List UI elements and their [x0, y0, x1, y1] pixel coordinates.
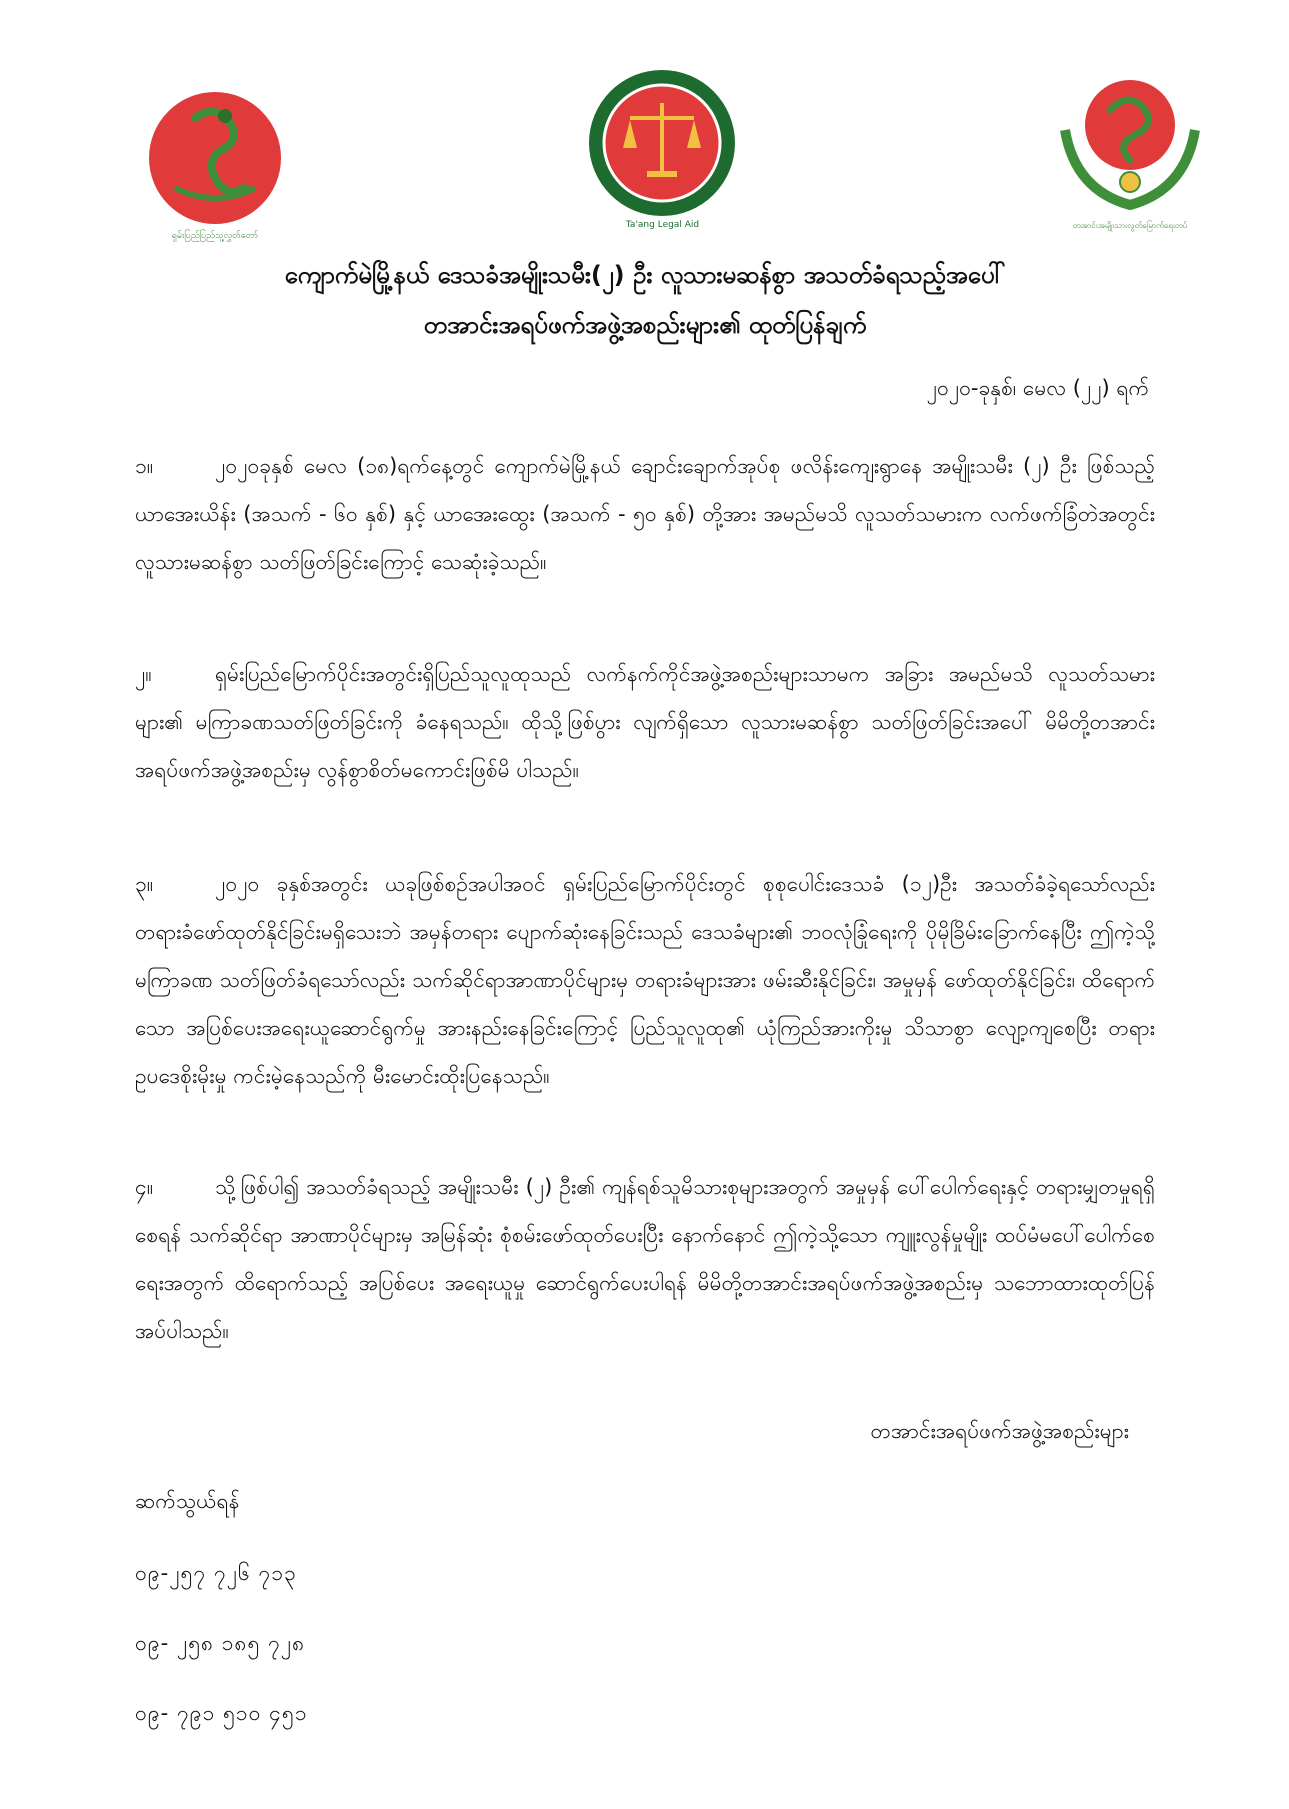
scales-of-justice-icon: [585, 68, 740, 218]
paragraph-text: ၂၀၂၀ခုနှစ် မေလ (၁၈)ရက်နေ့တွင် ကျောက်မဲမြို့နယ် ချောင်းချောက်အုပ်စု ဖလိန်းကျေးရွာနေ အမျိုးသမီး (၂) ဦး ဖြစ်သည့် ယာအေးယိန်း (အသက် - ၆၀ နှစ်) နှင့် ယာအေးထွေး (အသက် - ၅၀ နှစ်) တို့အား အမည်မသိ လူသတ်သမားက လက်ဖက်ခြံတဲအတွင်း လူသားမဆန်စွာ သတ်ဖြတ်ခြင်းကြောင့် သေဆုံးခဲ့သည်။: [135, 454, 1155, 574]
statement-title-line2: တအာင်းအရပ်ဖက်အဖွဲ့အစည်းများ၏ ထုတ်ပြန်ချက်: [423, 311, 867, 339]
paragraph-3: [135, 860, 1155, 1100]
paragraph-number: ၃။: [135, 872, 154, 896]
right-logo: [1050, 70, 1210, 232]
center-logo-ring-text: Ta'ang Legal Aid: [625, 220, 700, 230]
paragraph-4: [135, 1163, 1155, 1355]
right-logo-caption: တအာင်းအမျိုးသားလွတ်မြောက်ရေးတပ်: [1072, 221, 1188, 230]
contact-phone[interactable]: ၀၉-၂၅၇ ၇၂၆ ၇၁၃: [135, 1561, 297, 1585]
left-logo: [135, 88, 295, 243]
statement-title-line1: ကျောက်မဲမြို့နယ် ဒေသခံအမျိုးသမီး(၂) ဦး လူသားမဆန်စွာ အသတ်ခံရသည့်အပေါ်: [284, 261, 1006, 289]
statement-date: ၂၀၂၀-ခုနှစ်၊ မေလ (၂၂) ရက်: [926, 376, 1149, 400]
left-logo-caption: ရှမ်းပြည်ပြည်သူ့လွှတ်တော်: [171, 231, 259, 241]
paragraph-number: ၂။: [135, 662, 152, 686]
naga-emblem-icon: [135, 88, 295, 228]
paragraph-number: ၄။: [135, 1175, 154, 1199]
paragraph-1: [135, 442, 1155, 586]
naga-wreath-emblem-icon: [1050, 70, 1210, 220]
paragraph-text: သို့ဖြစ်ပါ၍ အသတ်ခံရသည့် အမျိုးသမီး (၂) ဦး၏ ကျန်ရစ်သူမိသားစုများအတွက် အမှုမှန် ပေါ်ပေါက်ရေးနှင့် တရားမျှတမှုရရှိစေရန် သက်ဆိုင်ရာ အာဏာပိုင်များမှ အမြန်ဆုံး စုံစမ်းဖော်ထုတ်ပေးပြီး နောက်နောင် ဤကဲ့သို့သော ကျူးလွန်မှုမျိုး ထပ်မံမပေါ်ပေါက်စေရေးအတွက် ထိရောက်သည့် အပြစ်ပေး အရေးယူမှု ဆောင်ရွက်ပေးပါရန် မိမိတို့တအာင်းအရပ်ဖက်အဖွဲ့အစည်းမှ သဘောထားထုတ်ပြန် အပ်ပါသည်။: [135, 1175, 1155, 1343]
contact-phone[interactable]: ၀၉- ၂၅၈ ၁၈၅ ၇၂၈: [135, 1631, 306, 1655]
paragraph-text: ၂၀၂၀ ခုနှစ်အတွင်း ယခုဖြစ်စဉ်အပါအဝင် ရှမ်းပြည်မြောက်ပိုင်းတွင် စုစုပေါင်းဒေသခံ (၁၂)ဦး အသတ်ခံခဲ့ရသော်လည်း တရားခံဖော်ထုတ်နိုင်ခြင်းမရှိသေးဘဲ အမှန်တရား ပျောက်ဆုံးနေခြင်းသည် ဒေသခံများ၏ ဘဝလုံခြုံရေးကို ပိုမိုခြိမ်းခြောက်နေပြီး ဤကဲ့သို့ မကြာခဏ သတ်ဖြတ်ခံရသော်လည်း သက်ဆိုင်ရာအာဏာပိုင်များမှ တရားခံများအား ဖမ်းဆီးနိုင်ခြင်း၊ အမှုမှန် ဖော်ထုတ်နိုင်ခြင်း၊ ထိရောက်သော အပြစ်ပေးအရေးယူဆောင်ရွက်မှု အားနည်းနေခြင်းကြောင့် ပြည်သူလူထု၏ ယုံကြည်အားကိုးမှု သိသာစွာ လျော့ကျစေပြီး တရားဥပဒေစိုးမိုးမှု ကင်းမဲ့နေသည်ကို မီးမောင်းထိုးပြနေသည်။: [135, 872, 1155, 1088]
paragraph-text: ရှမ်းပြည်မြောက်ပိုင်းအတွင်းရှိပြည်သူလူထုသည် လက်နက်ကိုင်အဖွဲ့အစည်းများသာမက အခြား အမည်မသိ လူသတ်သမားများ၏ မကြာခဏသတ်ဖြတ်ခြင်းကို ခံနေရသည်။ ထိုသို့ဖြစ်ပွား လျက်ရှိသော လူသားမဆန်စွာ သတ်ဖြတ်ခြင်းအပေါ် မိမိတို့တအာင်းအရပ်ဖက်အဖွဲ့အစည်းမှ လွန်စွာစိတ်မကောင်းဖြစ်မိ ပါသည်။: [135, 662, 1155, 782]
paragraph-2: [135, 650, 1155, 794]
contact-label: ဆက်သွယ်ရန်: [135, 1489, 240, 1513]
paragraph-number: ၁။: [135, 454, 154, 478]
contact-phone[interactable]: ၀၉- ၇၉၁ ၅၁၀ ၄၅၁: [135, 1701, 308, 1725]
signature: တအာင်းအရပ်ဖက်အဖွဲ့အစည်းများ: [870, 1419, 1129, 1443]
center-logo: [585, 68, 740, 230]
